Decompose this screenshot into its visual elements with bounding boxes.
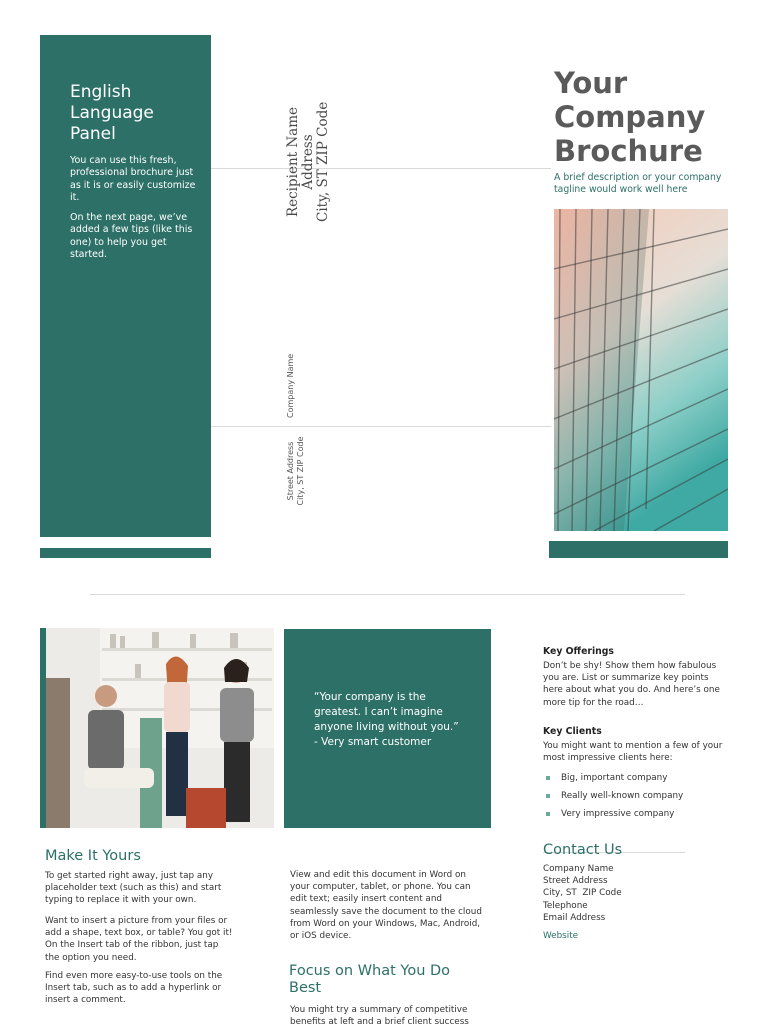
recipient-address-block (286, 102, 331, 222)
contact-telephone[interactable]: Telephone (543, 900, 588, 911)
cover-accent-bar (549, 541, 728, 558)
focus-heading[interactable]: Focus on What You Do Best (289, 963, 451, 996)
contact-street-address[interactable]: Street Address (543, 876, 608, 887)
return-street-address[interactable]: Street Address (286, 441, 295, 501)
panel-paragraph-2[interactable]: On the next page, we’ve added a few tips (like this one) to help you get started. (70, 212, 193, 260)
brochure-title[interactable]: Your Company Brochure (554, 66, 706, 168)
contact-website-link[interactable]: Website (543, 931, 579, 942)
key-offerings-heading[interactable]: Key Offerings (543, 646, 614, 657)
contact-email[interactable]: Email Address (543, 912, 606, 923)
contact-city-state-zip[interactable]: City, ST ZIP Code (543, 888, 622, 899)
client-list-item[interactable]: Big, important company (561, 773, 668, 783)
fold-line-bottom (211, 426, 551, 427)
recipient-city-state-zip[interactable]: City, ST ZIP Code (315, 101, 331, 222)
panel-title[interactable]: English Language Panel (70, 82, 154, 144)
return-city-state-zip[interactable]: City, ST ZIP Code (296, 436, 305, 506)
key-clients-heading[interactable]: Key Clients (543, 726, 602, 737)
fold-line-top (211, 168, 551, 169)
recipient-name[interactable]: Recipient Name (285, 106, 301, 218)
return-address-block (286, 429, 306, 513)
middle-column-paragraph[interactable]: View and edit this document in Word on your computer, tablet, or phone. You can edit text; easily insert content and seamlessly save the document to the cloud from Word on your Windows, Mac, Android, or iOS device. (290, 870, 482, 942)
client-list-item[interactable]: Really well-known company (561, 791, 684, 801)
quote-attribution[interactable]: - Very smart customer (314, 736, 432, 748)
make-it-yours-paragraph-1[interactable]: To get started right away, just tap any placeholder text (such as this) and start typing to replace it with your own. (45, 871, 222, 906)
make-it-yours-heading[interactable]: Make It Yours (45, 848, 141, 864)
make-it-yours-paragraph-3[interactable]: Find even more easy-to-use tools on the Insert tab, such as to add a hyperlink or insert a comment. (45, 971, 223, 1006)
key-offerings-text[interactable]: Don’t be shy! Show them how fabulous you are. List or summarize key points here about what you do. And here’s one more tip for the road… (543, 661, 720, 708)
key-clients-text[interactable]: You might want to mention a few of your most impressive clients here: (543, 741, 723, 764)
page-separator (90, 594, 685, 595)
contact-block (543, 863, 723, 942)
recipient-address[interactable]: Address (300, 134, 316, 190)
cover-building-photo[interactable] (554, 209, 728, 531)
brochure-tagline[interactable]: A brief description or your company tagline would work well here (554, 172, 722, 195)
team-photo[interactable] (40, 628, 274, 828)
customer-quote (314, 690, 474, 750)
contact-us-heading[interactable]: Contact Us (543, 842, 623, 858)
make-it-yours-paragraph-2[interactable]: Want to insert a picture from your files or add a shape, text box, or table? You got it! On the Insert tab of the ribbon, just tap the option you need. (45, 916, 233, 963)
quote-text[interactable]: “Your company is the greatest. I can’t imagine anyone living without you.” (314, 691, 459, 733)
return-company-name[interactable]: Company Name (286, 353, 295, 418)
panel-paragraph-1[interactable]: You can use this fresh, professional brochure just as it is or easily customize it. (70, 155, 196, 203)
client-list-item[interactable]: Very impressive company (561, 809, 675, 819)
panel-accent-bar (40, 548, 211, 558)
contact-company-name[interactable]: Company Name (543, 864, 614, 874)
focus-paragraph[interactable]: You might try a summary of competitive benefits at left and a brief client success (290, 1005, 469, 1028)
